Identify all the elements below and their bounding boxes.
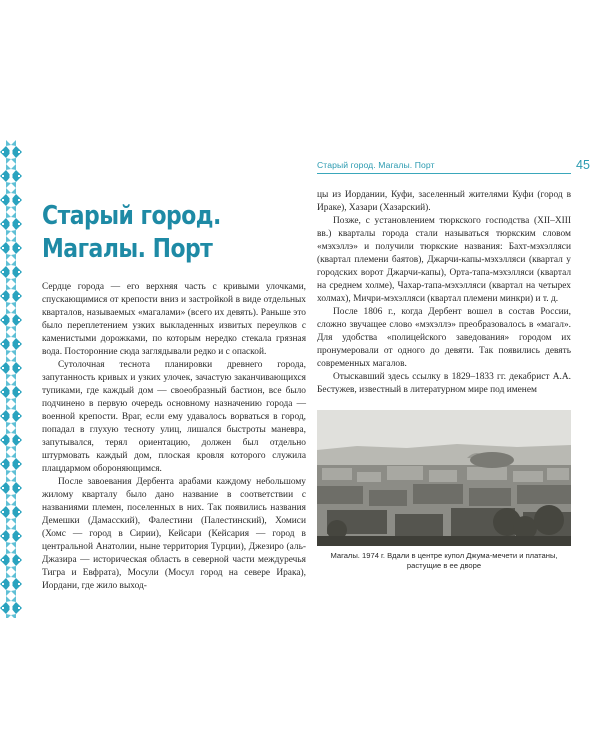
running-head-title: Старый город. Магалы. Порт: [317, 160, 435, 170]
historical-photo: [317, 410, 571, 546]
chapter-title: [42, 200, 274, 266]
paragraph: Отыскавший здесь ссылку в 1829–1833 гг. декабрист А.А. Бестужев, известный в литературном мире под именем: [317, 372, 571, 395]
paragraph: Сердце города — его верхняя часть с кривыми улочками, спускающимися от крепости вниз и застройкой в виде отдельных кварталов, называемых «магалами» (всего их девять). Раньше это было переплетением узких выкладенных извитых переулков с каменистыми дорожками, по которым нередко стекала грязная вода. Посторонние сюда заглядывали редко и с опаской.: [42, 282, 306, 357]
paragraph: После 1806 г., когда Дербент вошел в состав России, сложно звучащее слово «мэхэллэ» преобразовалось в «магал». Для удобства «полицейского заведования» городом их пронумеровали от одного до девяти. Так появились девять современных магалов.: [317, 307, 571, 369]
photo-caption: [317, 551, 571, 571]
photo-caption-line1: Магалы. 1974 г. Вдали в центре купол Джума-мечети и платаны,: [330, 551, 558, 560]
paragraph: цы из Иордании, Куфи, заселенный жителями Куфи (город в Ираке), Хазари (Хазарский).: [317, 190, 571, 213]
left-column-text: [42, 281, 306, 593]
right-column-text: [317, 189, 571, 397]
paragraph: Позже, с установлением тюркского господства (XII–XIII вв.) кварталы города стали называться тюркским словом «мэхэллэ» и получили тюркские названия: Бахт-мэхэлляси (квартал племени баятов), Джарчи-капы-мэхэлляси (квартал у городских ворот Джарчи-капы), Орта-тапа-мэхэлляси (квартал на среднем холме), Чахар-тапа-мэхэлляси (квартал на четырех холмах), Мичри-мэхэлляси (квартал племени минкри) и т. д.: [317, 216, 571, 304]
chapter-title-line1: Старый город.: [42, 201, 221, 231]
running-head-rule: [317, 173, 571, 174]
chapter-title-line2: Магалы. Порт: [42, 234, 213, 264]
page-number: 45: [576, 158, 590, 172]
ornamental-border: [0, 140, 22, 618]
photo-caption-line2: растущие в ее дворе: [406, 561, 482, 570]
paragraph: После завоевания Дербента арабами каждому небольшому жилому кварталу было дано название в соответствии с названиями племен, поселенных в них. Так появились названия Демешки (Дамасский), Фалестини (Палестинский), Хомиси (Хомс — город в Сирии), Кейсари (Кейсария — город в центральной Анатолии, ныне территория Турции), Джезиро (аль-Джазира — историческая область в северной части междуречья Тигра и Евфрата), Мосули (Мосул город на севере Ирака), Иордани, где жило выход-: [42, 477, 306, 591]
running-head: [317, 160, 571, 174]
paragraph: Сутолочная теснота планировки древнего города, запутанность кривых и узких улочек, зачастую заканчивающихся тупиками, где каждый дом — своеобразный бастион, все было подчинено в первую очередь основному назначению города — военной крепости. Враг, если ему удавалось ворваться в город, попадал в глухую тесноту улиц, лишался быстроты маневра, запутывался, терял ориентацию, должен был отдельно штурмовать каждый дом, плоская кровля которого служила плацдармом обороняющимся.: [42, 360, 306, 474]
photo-illustration: [317, 410, 571, 546]
